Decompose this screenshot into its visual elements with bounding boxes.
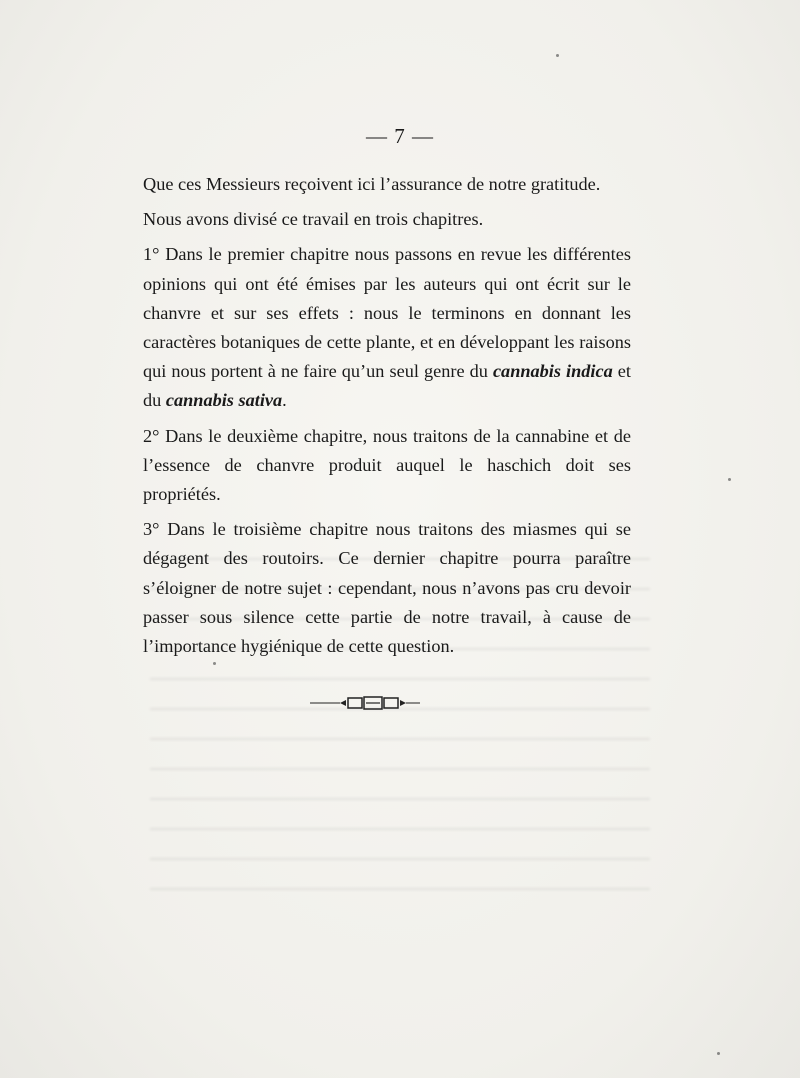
- chapter-1-text: 1° Dans le premier chapitre nous passons en revue les différentes opinions qui ont été émises par les auteurs qui ont écrit sur le chanvre et sur ses effets : nous le terminons en donnant les caractères botaniques de cette plante, et en développant les raisons qui nous portent à ne faire qu’un seul genre du: [143, 244, 631, 382]
- paragraph-division: Nous avons divisé ce travail en trois chapitres.: [143, 209, 484, 230]
- paper-speck: [728, 478, 731, 481]
- chapter-1-text-middle: et du: [143, 361, 632, 411]
- paragraph-gratitude: Que ces Messieurs reçoivent ici l’assurance de notre gratitude.: [143, 174, 601, 194]
- chapter-1-italic-sativa: cannabis sativa: [165, 390, 283, 411]
- chapter-1-italic-indica: cannabis indica: [492, 361, 613, 382]
- paper-speck: [717, 1052, 720, 1055]
- chapter-1-text-end: .: [282, 390, 287, 411]
- paper-speck: [213, 662, 216, 665]
- paper-speck: [556, 54, 559, 57]
- paragraph-chapter-2: 2° Dans le deuxième chapitre, nous traitons de la cannabine et de l’essence de chanvre produit auquel le haschich doit ses propriétés.: [143, 425, 631, 505]
- paragraph-chapter-1: [143, 240, 631, 415]
- page-number: — 7 —: [366, 124, 434, 148]
- paragraph-chapter-3: 3° Dans le troisième chapitre nous traitons des miasmes qui se dégagent des routoirs. Ce dernier chapitre pourra paraître s’éloigner de notre sujet : cependant, nous n’avons pas cru devoir passer sous silence cette partie de notre travail, à cause de l’importance hygiénique de cette question.: [143, 519, 631, 657]
- decorative-rule-ornament: [310, 693, 420, 713]
- body-text: [143, 170, 631, 661]
